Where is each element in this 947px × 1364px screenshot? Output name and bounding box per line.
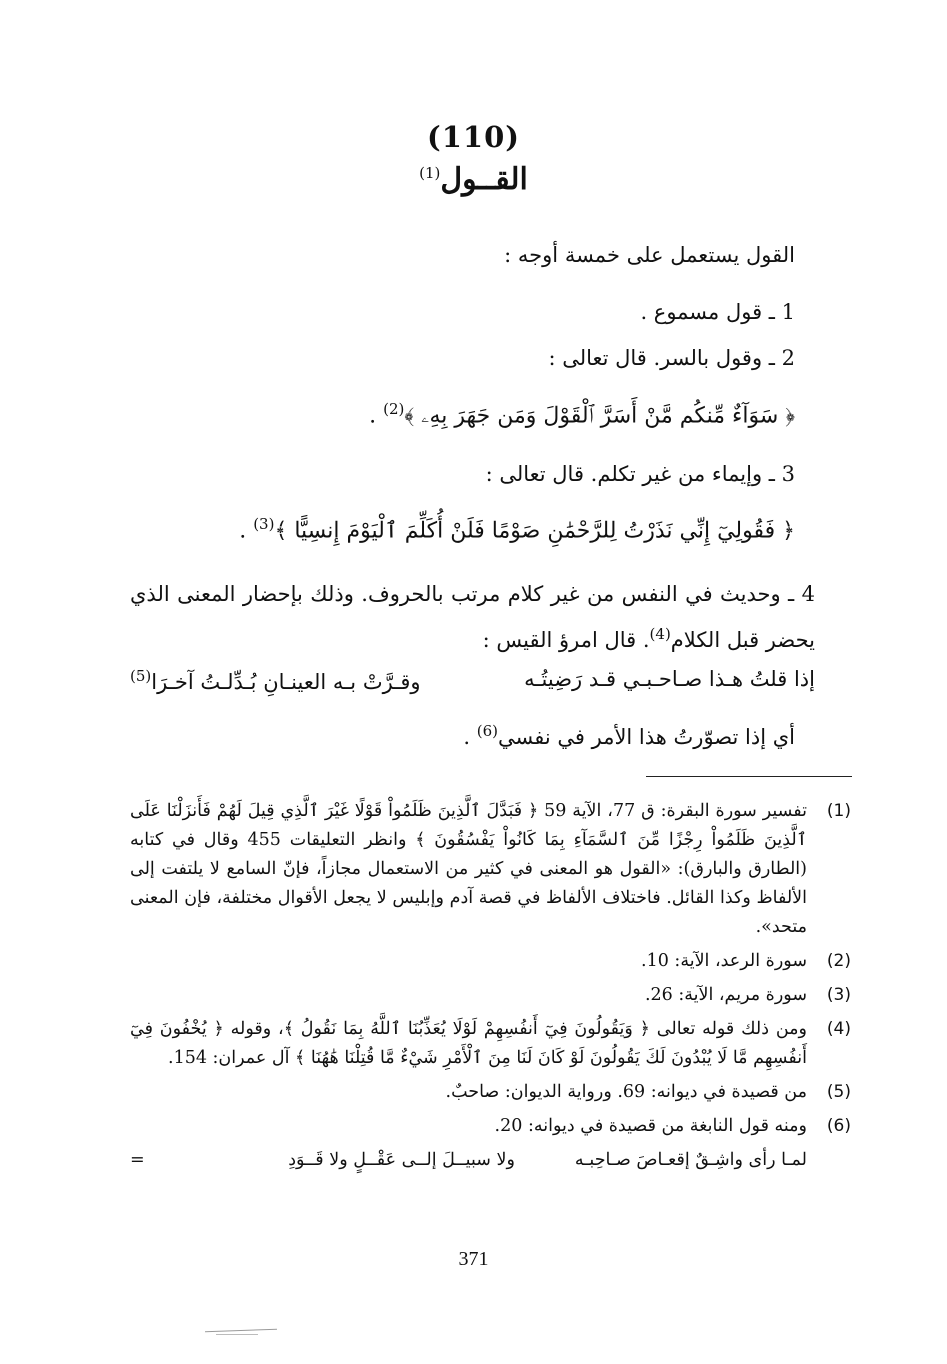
footnote-number: (4) [826, 1019, 851, 1039]
continued-mark: = [130, 1150, 145, 1170]
explanation-end: . [463, 725, 477, 749]
footnote-number: (2) [826, 951, 851, 971]
footnote-5 [130, 1078, 851, 1107]
footnote-ref-6: (6) [476, 722, 499, 740]
footnote-ref-3: (3) [253, 515, 275, 533]
footnote-2 [130, 947, 851, 976]
footnote-ref-1: (1) [419, 164, 441, 182]
footnote-number: (6) [826, 1116, 851, 1136]
verse-1-text: ﴿ سَوَآءٌ مِّنكُم مَّنْ أَسَرَّ ٱلْقَوْلَ وَمَن جَهَرَ بِهِۦ ﴾ [404, 403, 795, 429]
item-4-text: 4 ـ وحديث في النفس من غير كلام مرتب بالحروف. وذلك بإحضار المعنى الذي يحضر قبل الكلام [130, 582, 815, 652]
entry-title-text: القــول [440, 162, 528, 197]
explanation-text: أي إذا تصوّرتُ هذا الأمر في نفسي [498, 725, 795, 749]
footnote-separator [646, 776, 852, 777]
footnote-text: ومنه قول النابغة من قصيدة في ديوانه: 20. [494, 1116, 807, 1136]
footnote-poem-second: ولا سبيــلَ إلــى عَقْــلٍ ولا قَــوَدِ [288, 1150, 515, 1170]
footnote-number: (3) [826, 985, 851, 1005]
scan-mark [205, 1329, 277, 1333]
item-1: 1 ـ قول مسموع . [640, 300, 795, 324]
entry-number: (110) [427, 120, 520, 154]
footnote-6 [130, 1112, 851, 1141]
quran-verse-2 [130, 515, 795, 543]
poem-first-hemistich: إذا قلتُ هـذا صـاحـبـي قـد رَضِيتُـه [524, 667, 815, 691]
footnote-text: سورة مريم، الآية: 26. [644, 985, 807, 1005]
footnote-text: من قصيدة في ديوانه: 69. ورواية الديوان: صاحبٌ. [445, 1082, 807, 1102]
footnote-poem-first: لمـا رأى واشِـقٌ إقعـاصَ صـاحِبـه [574, 1150, 807, 1170]
footnote-poem-verse [130, 1146, 851, 1175]
item-4-end: . قال امرؤ القيس : [482, 628, 650, 652]
poem-verse [130, 667, 815, 707]
footnote-ref-4: (4) [649, 625, 671, 643]
footnote-number: (1) [826, 801, 851, 821]
footnote-ref-2: (2) [383, 400, 405, 418]
footnote-text: تفسير سورة البقرة: ق 77، الآية 59 ﴿ فَبَدَّلَ ٱلَّذِينَ ظَلَمُواْ قَوْلًا غَيْرَ ٱلَّذِي قِيلَ لَهُمْ فَأَنزَلْنَا عَلَى ٱلَّذِينَ ظَلَمُواْ رِجْزًا مِّنَ ٱلسَّمَآءِ بِمَا كَانُواْ يَفْسُقُونَ ﴾ وانظر التعليقات 455 وقال في كتابه (الطارق والبارق): «القول هو المعنى في كثير من الاستعمال مجازاً، فإنّ السامع لا يلتفت إلى الألفاظ وكذا القائل. فاختلاف الألفاظ في قصة آدم وإبليس لا يجعل الأقوال مختلفة، فإن المعنى متحد». [130, 801, 807, 937]
quran-verse-1 [130, 400, 795, 428]
footnote-1 [130, 797, 851, 942]
explanation-line [130, 722, 795, 749]
page-number: 371 [458, 1248, 489, 1270]
item-3: 3 ـ وإيماء من غير تكلم. قال تعالى : [485, 462, 795, 486]
scan-mark [216, 1334, 258, 1335]
verse-1-end: . [369, 403, 384, 429]
entry-title [0, 162, 947, 197]
footnote-3 [130, 981, 851, 1010]
item-4 [130, 574, 815, 660]
footnote-text: سورة الرعد، الآية: 10. [641, 951, 807, 971]
poem-second-hemistich: وقـرَّتْ بـه العينـانِ بُـدِّلـتُ آخـرَا [151, 670, 421, 694]
intro-line: القول يستعمل على خمسة أوجه : [504, 243, 795, 267]
footnote-number: (5) [826, 1082, 851, 1102]
footnote-ref-5: (5) [130, 667, 152, 685]
footnotes [130, 797, 851, 1175]
verse-2-end: . [239, 518, 254, 544]
footnote-4 [130, 1015, 851, 1073]
footnote-text: ومن ذلك قوله تعالى ﴿ وَيَقُولُونَ فِيٓ أَنفُسِهِمْ لَوْلَا يُعَذِّبُنَا ٱللَّهُ بِمَا نَقُولُ ﴾، وقوله ﴿ يُخْفُونَ فِيٓ أَنفُسِهِم مَّا لَا يُبْدُونَ لَكَ يَقُولُونَ لَوْ كَانَ لَنَا مِنَ ٱلْأَمْرِ شَيْءٌ مَّا قُتِلْنَا هَٰهُنَا ﴾ آل عمران: 154. [130, 1019, 807, 1068]
verse-2-text: ﴿ فَقُولِيٓ إِنِّي نَذَرْتُ لِلرَّحْمَٰنِ صَوْمًا فَلَنْ أُكَلِّمَ ٱلْيَوْمَ إِنسِيًّا ﴾ [274, 518, 795, 544]
item-2: 2 ـ وقول بالسر. قال تعالى : [548, 346, 795, 370]
poem-second-hemistich-wrap [130, 667, 421, 707]
